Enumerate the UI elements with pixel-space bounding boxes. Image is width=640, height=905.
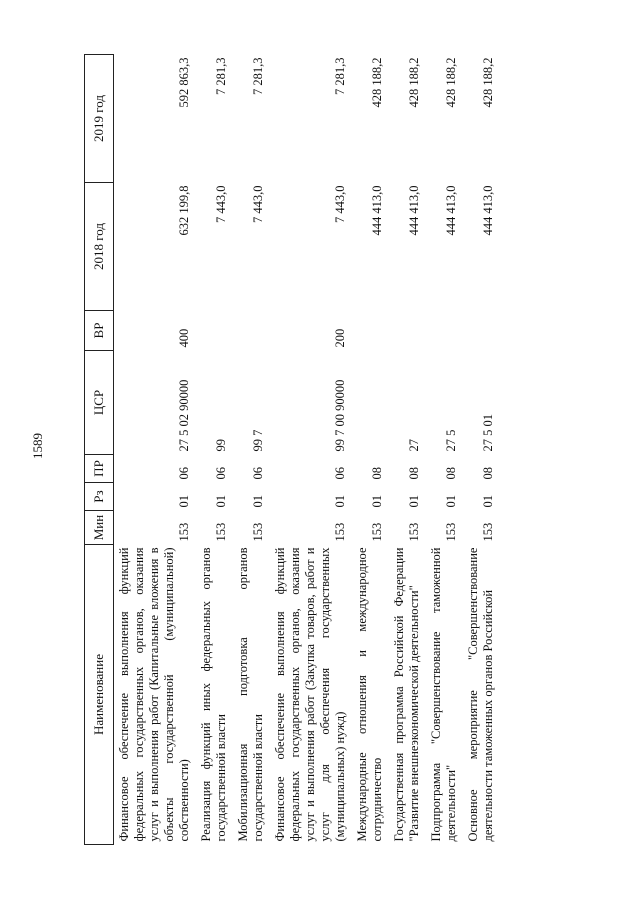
row-name: Финансовое обеспечение выполнения функций федеральных государственных органов, оказания услуг и выполнения работ (Капитальные вложения в объекты государственной (муниципальной) собственности) (117, 547, 191, 842)
row-min: 153 (333, 522, 347, 542)
document-sheet (84, 55, 604, 845)
row-2019: 428 188,2 (481, 57, 495, 108)
row-pr: 08 (407, 467, 421, 480)
row-2019: 428 188,2 (444, 57, 458, 108)
row-name: Финансовое обеспечение выполнения функций федеральных государственных органов, оказания услуг и выполнения работ (Закупка товаров, работ и услуг для обеспечения государственных (муниципальных) нужд) (273, 547, 347, 842)
row-min: 153 (481, 522, 495, 542)
row-vr (352, 311, 389, 351)
row-pr: 06 (333, 467, 347, 480)
table-row (270, 55, 352, 845)
table-row (352, 55, 389, 845)
row-pr: 08 (444, 467, 458, 480)
row-name: Основное мероприятие "Совершенствование деятельности таможенных органов Российской (466, 547, 495, 842)
row-2019: 7 281,3 (214, 57, 228, 95)
row-2018: 7 443,0 (333, 185, 347, 223)
row-csr (352, 351, 389, 455)
row-name: Подпрограмма "Совершенствование таможенной деятельности" (429, 547, 458, 842)
row-vr: 400 (177, 328, 191, 348)
row-min: 153 (214, 522, 228, 542)
row-csr: 99 7 (251, 429, 265, 452)
row-pr: 08 (370, 467, 384, 480)
table-row (389, 55, 426, 845)
row-rz: 01 (407, 495, 421, 508)
row-csr: 27 5 (444, 429, 458, 452)
row-min: 153 (251, 522, 265, 542)
table-row (233, 55, 270, 845)
row-vr (426, 311, 463, 351)
row-name: Государственная программа Российской Федерации "Развитие внешнеэкономической деятельности" (392, 547, 421, 842)
row-2018: 7 443,0 (214, 185, 228, 223)
row-pr: 08 (481, 467, 495, 480)
row-csr: 27 (407, 439, 421, 452)
table-header-row (85, 55, 114, 845)
row-rz: 01 (333, 495, 347, 508)
header-2019: 2019 год (85, 55, 114, 183)
row-2018: 444 413,0 (370, 185, 384, 236)
row-csr: 27 5 02 90000 (177, 379, 191, 452)
header-rz: Рз (85, 483, 114, 511)
row-2019: 428 188,2 (407, 57, 421, 108)
row-csr: 27 5 01 (481, 414, 495, 452)
header-pr: ПР (85, 455, 114, 483)
row-rz: 01 (251, 495, 265, 508)
row-vr (463, 311, 500, 351)
row-min: 153 (370, 522, 384, 542)
row-vr (196, 311, 233, 351)
row-name: Реализация функций иных федеральных органов государственной власти (199, 547, 228, 842)
row-csr: 99 7 00 90000 (333, 379, 347, 452)
row-rz: 01 (177, 495, 191, 508)
row-vr: 200 (333, 328, 347, 348)
header-2018: 2018 год (85, 183, 114, 311)
row-pr: 06 (177, 467, 191, 480)
row-2018: 444 413,0 (481, 185, 495, 236)
row-csr: 99 (214, 439, 228, 452)
row-pr: 06 (251, 467, 265, 480)
row-rz: 01 (444, 495, 458, 508)
header-name: Наименование (85, 545, 114, 845)
table-row (196, 55, 233, 845)
row-2019: 7 281,3 (333, 57, 347, 95)
row-2019: 428 188,2 (370, 57, 384, 108)
table-row (426, 55, 463, 845)
budget-table (84, 54, 500, 845)
row-2018: 444 413,0 (444, 185, 458, 236)
row-min: 153 (407, 522, 421, 542)
row-2019: 592 863,3 (177, 57, 191, 108)
table-row (463, 55, 500, 845)
row-vr (233, 311, 270, 351)
table-row (114, 55, 197, 845)
row-rz: 01 (214, 495, 228, 508)
row-rz: 01 (370, 495, 384, 508)
row-2018: 444 413,0 (407, 185, 421, 236)
row-name: Международные отношения и международное сотрудничество (355, 547, 384, 842)
row-rz: 01 (481, 495, 495, 508)
row-min: 153 (444, 522, 458, 542)
row-pr: 06 (214, 467, 228, 480)
header-min: Мин (85, 511, 114, 545)
row-2019: 7 281,3 (251, 57, 265, 95)
header-csr: ЦСР (85, 351, 114, 455)
page-number: 1589 (30, 433, 45, 459)
header-vr: ВР (85, 311, 114, 351)
row-2018: 7 443,0 (251, 185, 265, 223)
row-name: Мобилизационная подготовка органов государственной власти (236, 547, 265, 842)
row-2018: 632 199,8 (177, 185, 191, 236)
row-vr (389, 311, 426, 351)
row-min: 153 (177, 522, 191, 542)
